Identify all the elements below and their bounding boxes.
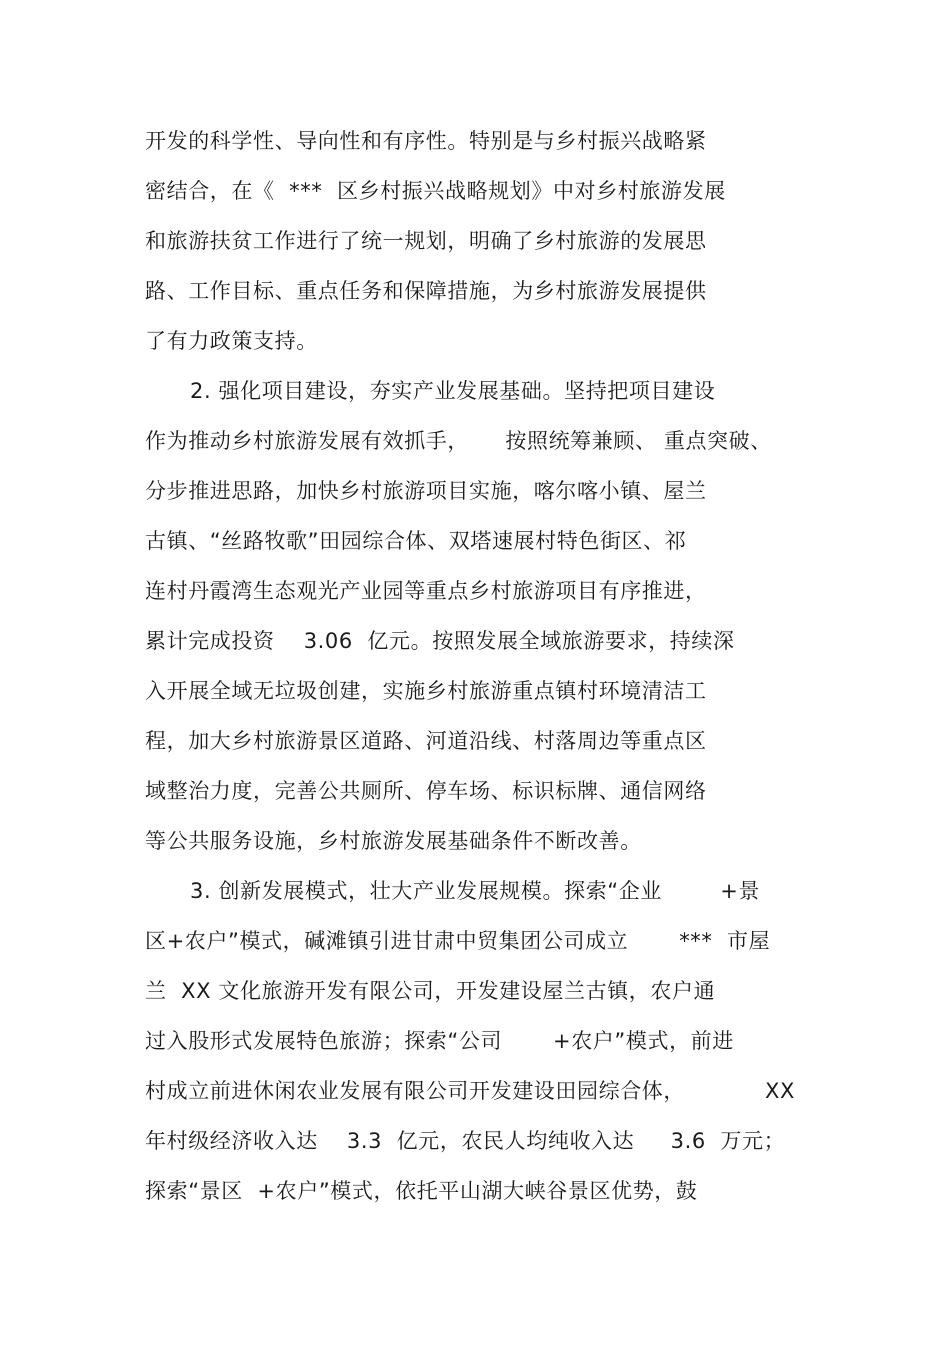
text-line: 等公共服务设施，乡村旅游发展基础条件不断改善。 [145,829,642,853]
text-line: 兰 XX 文化旅游开发有限公司，开发建设屋兰古镇，农户通 [145,979,716,1003]
text-line: 古镇、“丝路牧歌”田园综合体、双塔速展村特色街区、祁 [145,529,687,553]
text-line: 了有力政策支持。 [145,329,318,353]
text-line: 分步推进思路，加快乡村旅游项目实施，喀尔喀小镇、屋兰 [145,479,707,503]
text-line: 区+农户”模式，碱滩镇引进甘肃中贸集团公司成立 *** 市屋 [145,929,771,953]
paragraph-3-start: 3. 创新发展模式，壮大产业发展规模。探索“企业 +景 [190,879,760,903]
text-line: 路、工作目标、重点任务和保障措施，为乡村旅游发展提供 [145,279,707,303]
text-line: 年村级经济收入达 3.3 亿元，农民人均纯收入达 3.6 万元； [145,1129,786,1153]
text-line: 程，加大乡村旅游景区道路、河道沿线、村落周边等重点区 [145,729,707,753]
text-line: 连村丹霞湾生态观光产业园等重点乡村旅游项目有序推进， [145,579,707,603]
text-line: 和旅游扶贫工作进行了统一规划，明确了乡村旅游的发展思 [145,229,707,253]
text-line: 密结合，在《 *** 区乡村振兴战略规划》中对乡村旅游发展 [145,179,726,203]
text-line: 作为推动乡村旅游发展有效抓手， 按照统筹兼顾、 重点突破、 [145,429,772,453]
text-line: 村成立前进休闲农业发展有限公司开发建设田园综合体， XX [145,1079,795,1103]
text-line: 过入股形式发展特色旅游；探索“公司 +农户”模式，前进 [145,1029,734,1053]
paragraph-2-start: 2. 强化项目建设，夯实产业发展基础。坚持把项目建设 [190,379,716,403]
text-line: 域整治力度，完善公共厕所、停车场、标识标牌、通信网络 [145,779,707,803]
text-line: 入开展全域无垃圾创建，实施乡村旅游重点镇村环境清洁工 [145,679,707,703]
text-line: 探索“景区 +农户”模式，依托平山湖大峡谷景区优势，鼓 [145,1179,698,1203]
text-line: 开发的科学性、导向性和有序性。特别是与乡村振兴战略紧 [145,129,707,153]
text-line: 累计完成投资 3.06 亿元。按照发展全域旅游要求，持续深 [145,629,735,653]
